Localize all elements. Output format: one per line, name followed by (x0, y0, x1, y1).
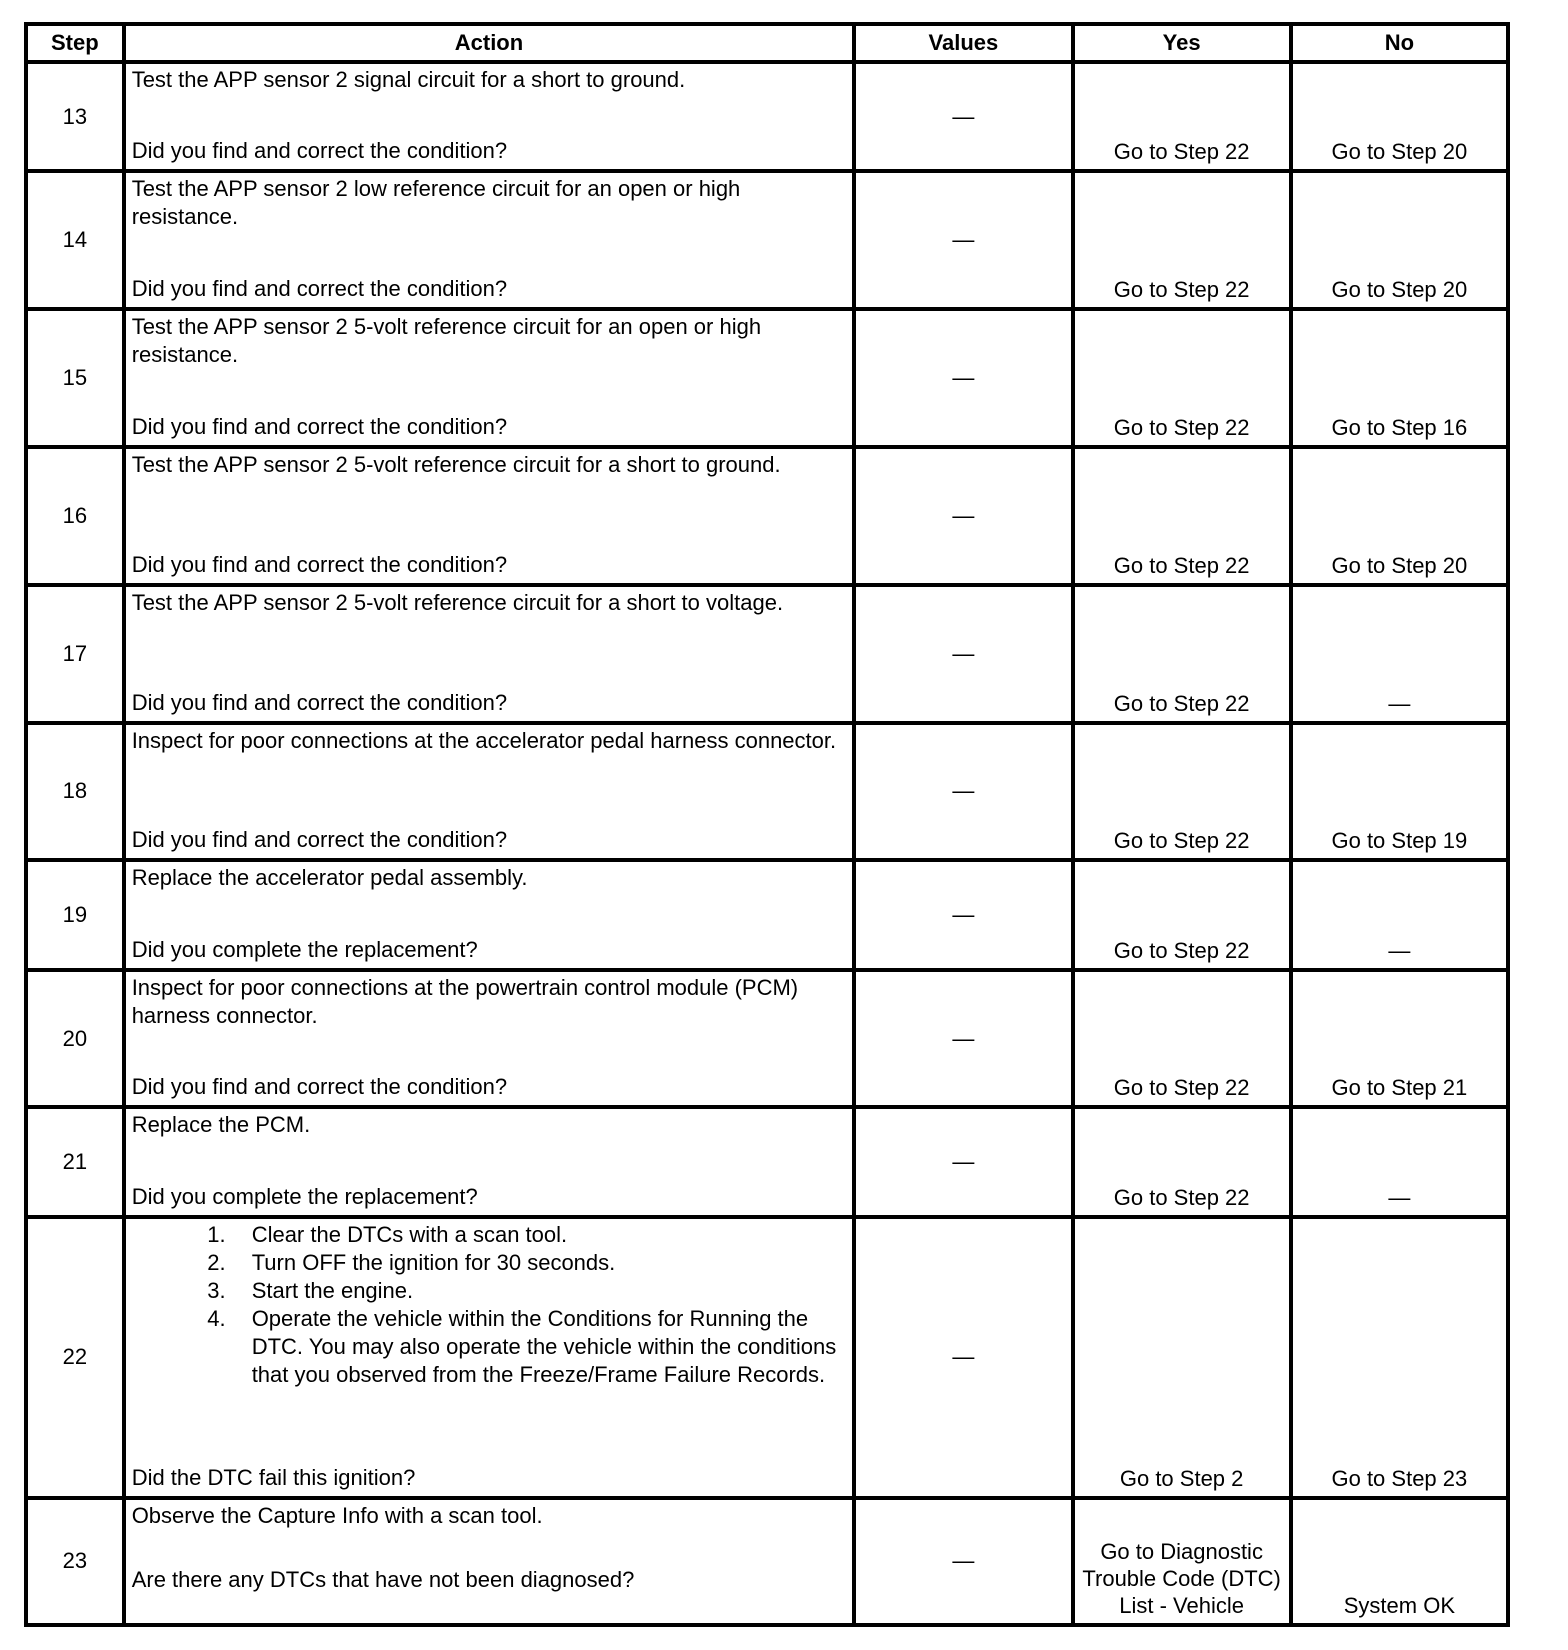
step-number: 23 (26, 1498, 124, 1625)
no-cell: — (1291, 860, 1508, 969)
no-cell: Go to Step 20 (1291, 447, 1508, 585)
action-text: Test the APP sensor 2 5-volt reference circuit for a short to voltage. (131, 589, 784, 615)
action-text: Observe the Capture Info with a scan tool. (131, 1502, 543, 1528)
no-cell: — (1291, 1107, 1508, 1216)
no-cell: Go to Step 20 (1291, 171, 1508, 309)
no-cell: — (1291, 585, 1508, 723)
step-number: 21 (26, 1107, 124, 1216)
action-steps-list (132, 1221, 847, 1389)
step-number: 16 (26, 447, 124, 585)
action-text: Replace the PCM. (131, 1112, 311, 1138)
table-row (26, 171, 1508, 309)
header-values: Values (854, 24, 1072, 62)
yes-cell: Go to Step 22 (1073, 309, 1291, 447)
table-row (26, 970, 1508, 1108)
table-row (26, 62, 1508, 171)
no-cell: Go to Step 21 (1291, 970, 1508, 1108)
header-action: Action (124, 24, 855, 62)
action-text: Test the APP sensor 2 5-volt reference circuit for an open or high resistance. (131, 314, 762, 368)
values-cell: — (854, 860, 1072, 969)
step-number: 17 (26, 585, 124, 723)
action-text: Replace the accelerator pedal assembly. (131, 865, 528, 891)
action-question: Are there any DTCs that have not been diagnosed? (131, 1566, 635, 1592)
step-number: 20 (26, 970, 124, 1108)
table-row (26, 1107, 1508, 1216)
values-cell: — (854, 1498, 1072, 1625)
yes-cell: Go to Step 22 (1073, 970, 1291, 1108)
step-number: 22 (26, 1217, 124, 1498)
action-cell (124, 970, 855, 1108)
action-cell (124, 860, 855, 969)
yes-cell: Go to Step 22 (1073, 1107, 1291, 1216)
values-cell: — (854, 1107, 1072, 1216)
action-question: Did you find and correct the condition? (131, 689, 508, 715)
action-text: Inspect for poor connections at the accelerator pedal harness connector. (131, 727, 837, 753)
list-item: 4. Operate the vehicle within the Conditions for Running the DTC. You may also operate the vehicle within the conditions that you observed from the Freeze/Frame Failure Records. (232, 1305, 847, 1389)
action-text: Test the APP sensor 2 low reference circuit for an open or high resistance. (131, 176, 741, 230)
table-row (26, 447, 1508, 585)
action-question: Did you find and correct the condition? (131, 1074, 508, 1100)
yes-cell: Go to Step 22 (1073, 447, 1291, 585)
action-question: Did you complete the replacement? (131, 1183, 478, 1209)
action-text: Inspect for poor connections at the powertrain control module (PCM) harness connector. (131, 974, 799, 1028)
yes-cell: Go to Step 22 (1073, 860, 1291, 969)
table-row (26, 723, 1508, 861)
table-row (26, 860, 1508, 969)
no-cell: Go to Step 16 (1291, 309, 1508, 447)
action-question: Did you find and correct the condition? (131, 827, 508, 853)
action-question: Did you complete the replacement? (131, 936, 478, 962)
action-question: Did the DTC fail this ignition? (131, 1464, 416, 1490)
list-item: 3. Start the engine. (232, 1277, 847, 1305)
list-item: 1. Clear the DTCs with a scan tool. (232, 1221, 847, 1249)
yes-cell: Go to Step 22 (1073, 585, 1291, 723)
action-cell (124, 171, 855, 309)
action-question: Did you find and correct the condition? (131, 276, 508, 302)
action-text: Test the APP sensor 2 signal circuit for a short to ground. (131, 67, 686, 92)
step-number: 18 (26, 723, 124, 861)
values-cell: — (854, 171, 1072, 309)
action-text: Test the APP sensor 2 5-volt reference circuit for a short to ground. (131, 451, 781, 477)
action-cell (124, 585, 855, 723)
values-cell: — (854, 1217, 1072, 1498)
yes-cell: Go to Step 22 (1073, 62, 1291, 171)
header-step: Step (26, 24, 124, 62)
values-cell: — (854, 62, 1072, 171)
table-row (26, 1217, 1508, 1498)
header-row (26, 24, 1508, 62)
yes-cell: Go to Step 22 (1073, 171, 1291, 309)
table-row (26, 309, 1508, 447)
table-row (26, 585, 1508, 723)
action-cell (124, 447, 855, 585)
step-number: 14 (26, 171, 124, 309)
no-cell: Go to Step 19 (1291, 723, 1508, 861)
values-cell: — (854, 447, 1072, 585)
action-cell (124, 62, 855, 171)
header-yes: Yes (1073, 24, 1291, 62)
yes-cell: Go to Step 22 (1073, 723, 1291, 861)
action-cell (124, 1217, 855, 1498)
action-question: Did you find and correct the condition? (131, 138, 508, 164)
step-number: 15 (26, 309, 124, 447)
action-question: Did you find and correct the condition? (131, 551, 508, 577)
no-cell: Go to Step 20 (1291, 62, 1508, 171)
action-question: Did you find and correct the condition? (131, 413, 508, 439)
diagnostic-table (24, 22, 1510, 1627)
table-row (26, 1498, 1508, 1625)
step-number: 19 (26, 860, 124, 969)
values-cell: — (854, 970, 1072, 1108)
list-item: 2. Turn OFF the ignition for 30 seconds. (232, 1249, 847, 1277)
no-cell: Go to Step 23 (1291, 1217, 1508, 1498)
action-cell (124, 309, 855, 447)
step-number: 13 (26, 62, 124, 171)
no-cell: System OK (1291, 1498, 1508, 1625)
values-cell: — (854, 723, 1072, 861)
action-cell (124, 1498, 855, 1625)
values-cell: — (854, 585, 1072, 723)
values-cell: — (854, 309, 1072, 447)
yes-cell: Go to Diagnostic Trouble Code (DTC) List - Vehicle (1073, 1498, 1291, 1625)
yes-cell: Go to Step 2 (1073, 1217, 1291, 1498)
action-cell (124, 723, 855, 861)
action-cell (124, 1107, 855, 1216)
header-no: No (1291, 24, 1508, 62)
